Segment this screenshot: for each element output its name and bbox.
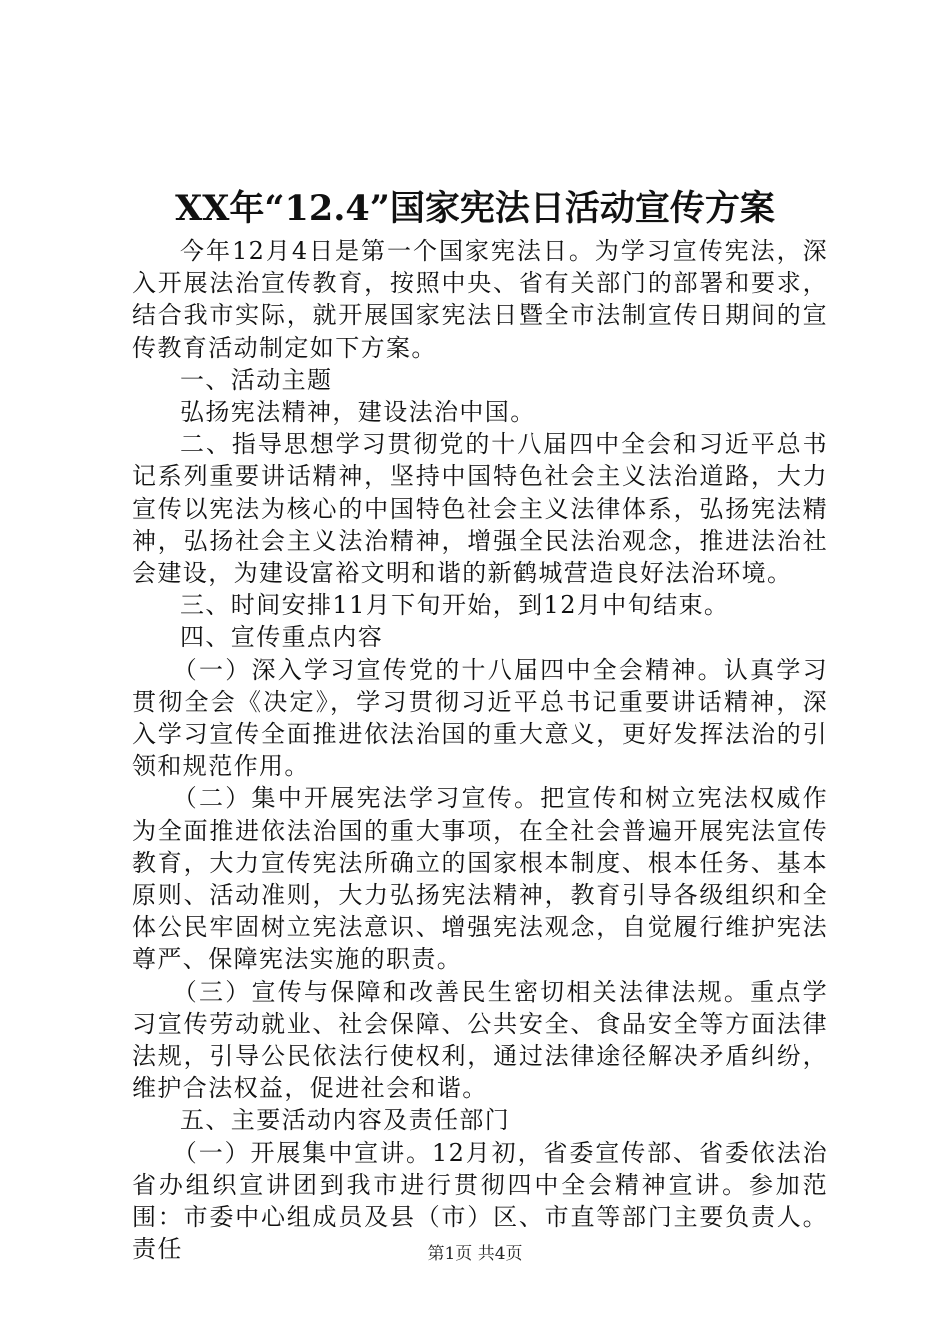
paragraph-schedule: 三、时间安排11月下旬开始，到12月中旬结束。	[180, 591, 730, 620]
section-heading-key-content: 四、宣传重点内容	[180, 623, 384, 652]
page-footer: 第1页 共4页	[427, 1244, 523, 1264]
paragraph-key-content-2: （二）集中开展宪法学习宣传。把宣传和树立宪法权威作为全面推进依法治国的重大事项，在全社会普遍开展宪法宣传教育，大力宣传宪法所确立的国家根本制度、根本任务、基本原则、活动准则，大力弘扬宪法精神，教育引导各级组织和全体公民牢固树立宪法意识、增强宪法观念，自觉履行维护宪法尊严、保障宪法实施的职责。	[132, 784, 828, 974]
section-heading-activities: 五、主要活动内容及责任部门	[180, 1106, 511, 1135]
paragraph-key-content-1: （一）深入学习宣传党的十八届四中全会精神。认真学习贯彻全会《决定》，学习贯彻习近平总书记重要讲话精神，深入学习宣传全面推进依法治国的重大意义，更好发挥法治的引领和规范作用。	[132, 655, 828, 781]
document-body	[132, 235, 828, 1266]
section-heading-theme: 一、活动主题	[180, 365, 333, 394]
paragraph-activity-1: （一）开展集中宣讲。12月初，省委宣传部、省委依法治省办组织宣讲团到我市进行贯彻四中全会精神宣讲。参加范围：市委中心组成员及县（市）区、市直等部门主要负责人。责任	[132, 1138, 828, 1264]
paragraph-guiding-thought: 二、指导思想学习贯彻党的十八届四中全会和习近平总书记系列重要讲话精神，坚持中国特色社会主义法治道路，大力宣传以宪法为核心的中国特色社会主义法律体系，弘扬宪法精神，弘扬社会主义法治精神，增强全民法治观念，推进法治社会建设，为建设富裕文明和谐的新鹤城营造良好法治环境。	[132, 430, 828, 588]
paragraph-key-content-3: （三）宣传与保障和改善民生密切相关法律法规。重点学习宣传劳动就业、社会保障、公共安全、食品安全等方面法律法规，引导公民依法行使权利，通过法律途径解决矛盾纠纷，维护合法权益，促进社会和谐。	[132, 977, 828, 1103]
document-title: XX年“12.4”国家宪法日活动宣传方案	[175, 188, 775, 229]
paragraph-theme: 弘扬宪法精神，建设法治中国。	[180, 398, 536, 427]
paragraph-intro: 今年12月4日是第一个国家宪法日。为学习宣传宪法，深入开展法治宣传教育，按照中央、省有关部门的部署和要求，结合我市实际，就开展国家宪法日暨全市法制宣传日期间的宣传教育活动制定如下方案。	[132, 237, 828, 362]
